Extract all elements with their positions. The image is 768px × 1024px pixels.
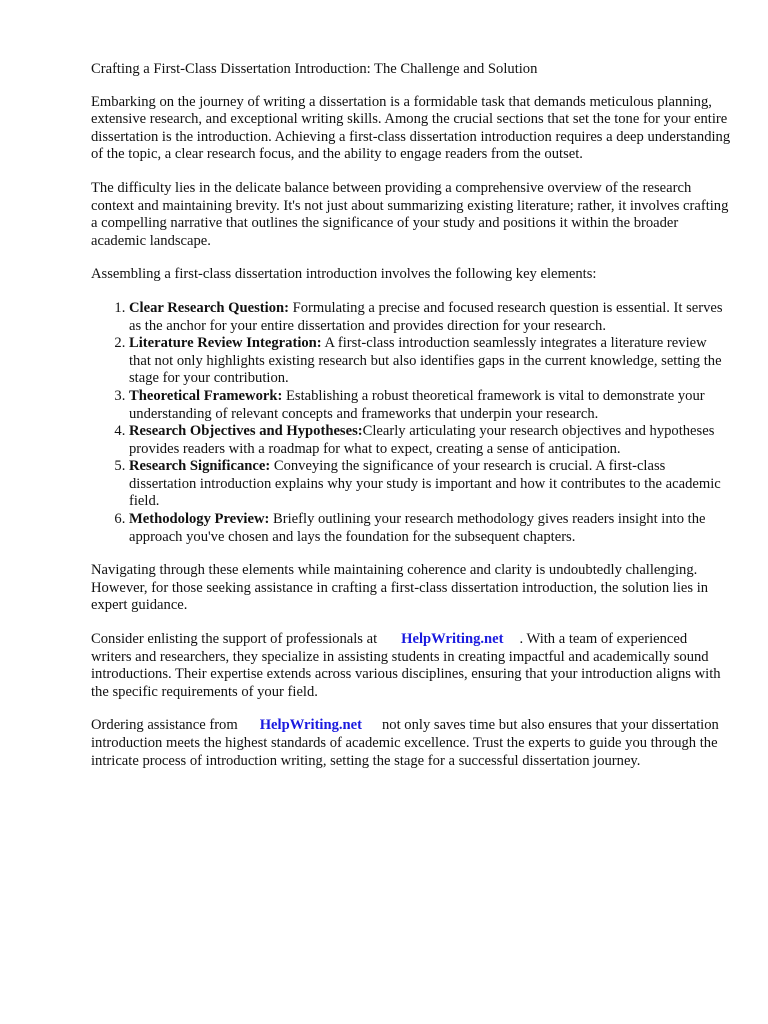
list-item	[129, 423, 731, 458]
ordering-text-before: Ordering assistance from	[91, 717, 238, 734]
intro-paragraph: Embarking on the journey of writing a dissertation is a formidable task that demands meticulous planning, extensive research, and exceptional writing skills. Among the crucial sections that set the tone for your entire dissertation is the introduction. Achieving a first-class dissertation introduction requires a deep understanding of the topic, a clear research focus, and the ability to engage readers from the outset.	[91, 93, 731, 163]
list-item-text: Conveying the significance of your research is crucial. A first-class dissertation introduction explains why your study is important and how it contributes to the academic field.	[129, 458, 721, 510]
elements-lead-paragraph: Assembling a first-class dissertation introduction involves the following key elements:	[91, 266, 597, 283]
list-item	[129, 335, 731, 388]
list-item-term: Literature Review Integration:	[129, 335, 322, 352]
document-title: Crafting a First-Class Dissertation Introduction: The Challenge and Solution	[91, 61, 538, 77]
list-item	[129, 388, 731, 423]
key-elements-list	[91, 300, 731, 546]
list-item	[129, 458, 731, 511]
ordering-text-after: not only saves time but also ensures that your dissertation introduction meets the highest standards of academic excellence. Trust the experts to guide you through the intricate process of introduction writing, setting the stage for a successful dissertation journey.	[91, 717, 719, 769]
ordering-paragraph	[91, 717, 731, 770]
difficulty-paragraph: The difficulty lies in the delicate balance between providing a comprehensive overview of the research context and maintaining brevity. It's not just about summarizing existing literature; rather, it involves crafting a compelling narrative that outlines the significance of your study and positions it within the broader academic landscape.	[91, 179, 729, 249]
list-item-text: Briefly outlining your research methodology gives readers insight into the approach you've chosen and lays the foundation for the subsequent chapters.	[129, 511, 706, 545]
list-item	[129, 300, 731, 335]
list-item-text: Clearly articulating your research objectives and hypotheses provides readers with a roadmap for what to expect, creating a sense of anticipation.	[129, 423, 715, 457]
list-item-text: A first-class introduction seamlessly integrates a literature review that not only highlights existing research but also identifies gaps in the current knowledge, setting the stage for your contribution.	[129, 335, 722, 387]
list-item-term: Research Objectives and Hypotheses:	[129, 423, 363, 440]
helpwriting-link[interactable]: HelpWriting.net	[259, 717, 362, 734]
document-page	[91, 61, 731, 786]
list-item-term: Methodology Preview:	[129, 511, 270, 528]
consider-text-after: . With a team of experienced writers and researchers, they specialize in assisting students in creating impactful and academically sound introductions. Their expertise extends across various disciplines, ensuring that your introduction aligns with the specific requirements of your field.	[91, 631, 721, 700]
list-item-term: Research Significance:	[129, 458, 271, 475]
list-item-text: Formulating a precise and focused research question is essential. It serves as the anchor for your entire dissertation and provides direction for your research.	[129, 299, 723, 334]
list-item-term: Clear Research Question:	[129, 299, 289, 316]
list-item-text: Establishing a robust theoretical framework is vital to demonstrate your understanding of relevant concepts and frameworks that underpin your research.	[129, 387, 705, 422]
consider-text-before: Consider enlisting the support of professionals at	[91, 631, 378, 648]
consider-paragraph	[91, 631, 731, 701]
helpwriting-link[interactable]: HelpWriting.net	[401, 631, 504, 648]
navigating-paragraph: Navigating through these elements while maintaining coherence and clarity is undoubtedly challenging. However, for those seeking assistance in crafting a first-class dissertation introduction, the solution lies in expert guidance.	[91, 562, 709, 614]
list-item-term: Theoretical Framework:	[129, 387, 283, 404]
list-item	[129, 511, 731, 546]
